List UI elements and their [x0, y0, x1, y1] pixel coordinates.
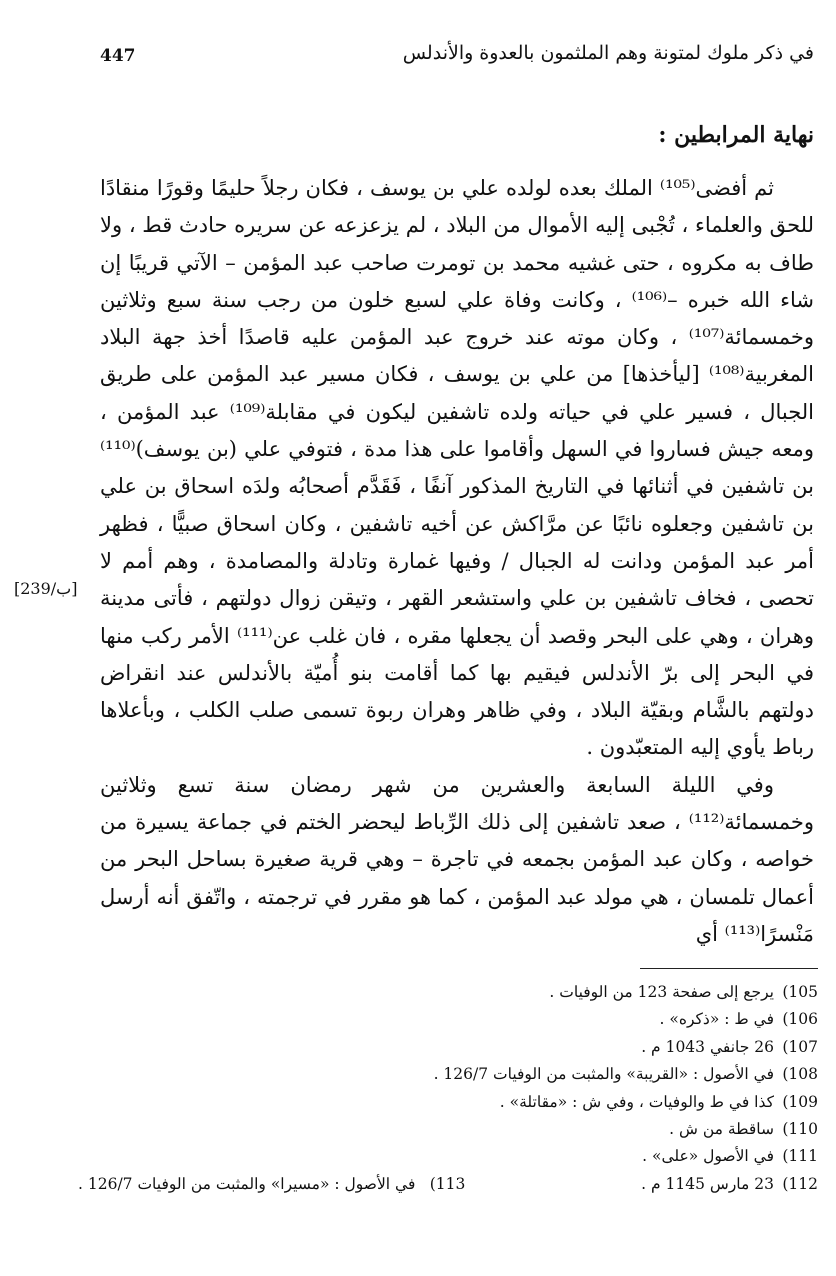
footnote-text: 26 جانفي 1043 م .: [641, 1037, 774, 1056]
footnote-item-113: [78, 1175, 465, 1193]
footnote-item: [78, 1120, 818, 1147]
footnote-text: في ط : «ذكره» .: [659, 1010, 774, 1029]
manuscript-folio-note: [239/ب]: [14, 579, 78, 598]
footnote-text: يرجع إلى صفحة 123 من الوفيات .: [549, 983, 774, 1001]
footnote-item: [78, 1147, 818, 1174]
footnote-number: (105: [782, 983, 818, 1001]
footnote-number: (111: [782, 1147, 818, 1166]
running-title: في ذكر ملوك لمتونة وهم الملثمون بالعدوة والأندلس: [402, 42, 814, 64]
footnote-item: [78, 983, 818, 1010]
footnote-item: [78, 1093, 818, 1120]
footnote-number: (110: [782, 1119, 818, 1138]
footnote-text: ساقطة من ش .: [669, 1119, 774, 1138]
footnote-number: (107: [782, 1037, 818, 1056]
body-text: [100, 170, 814, 953]
footnote-text: كذا في ط والوفيات ، وفي ش : «مقاتلة» .: [499, 1092, 774, 1111]
footnote-text: في الأصول : «القريبة» والمثبت من الوفيات 126/7 .: [433, 1065, 774, 1084]
page-number: 447: [100, 46, 136, 66]
footnote-item: [78, 1175, 818, 1202]
footnote-text: في الأصول «على» .: [642, 1147, 774, 1166]
footnote-separator: [640, 968, 818, 969]
footnote-number: (113: [429, 1174, 466, 1193]
footnote-number: (112: [782, 1174, 818, 1193]
footnote-item: [78, 1038, 818, 1065]
footnote-item: [78, 1065, 818, 1092]
paragraph-1: ثم أفضى⁽¹⁰⁵⁾ الملك بعده لولده علي بن يوسف ، فكان رجلاً حليمًا وقورًا منقادًا للحق والعلماء ، تُجْبى إليه الأموال من البلاد ، لم يزعزعه عن سريره حادث قط ، ولا طاف به مكروه ، حتى غشيه محمد بن تومرت صاحب عبد المؤمن – الآتي قريبًا إن شاء الله خبره –⁽¹⁰⁶⁾ ، وكانت وفاة علي لسبع خلون من رجب سنة سبع وثلاثين وخمسمائة⁽¹⁰⁷⁾ ، وكان موته عند خروج عبد المؤمن عليه قاصدًا أخذ جهة البلاد المغربية⁽¹⁰⁸⁾ [ليأخذها] من علي بن يوسف ، فكان مسير عبد المؤمن على طريق الجبال ، فسير علي في حياته ولده تاشفين ليكون في مقابلة⁽¹⁰⁹⁾ عبد المؤمن ، ومعه جيش فساروا في السهل وأقاموا على هذا مدة ، فتوفي علي (بن يوسف)⁽¹¹⁰⁾ بن تاشفين في أثنائها في التاريخ المذكور آنفًا ، فَقَدَّم أصحابُه ولدَه اسحاق بن علي بن تاشفين وجعلوه نائبًا عن مرَّاكش عن أخيه تاشفين ، وكان اسحاق صبيًّا ، فظهر أمر عبد المؤمن ودانت له الجبال / وفيها غمارة وتادلة والمصامدة ، وهم أمم لا تحصى ، فخاف تاشفين بن علي واستشعر القهر ، وتيقن زوال دولتهم ، فأتى مدينة وهران ، وهي على البحر وقصد أن يجعلها مقره ، فان غلب عن⁽¹¹¹⁾ الأمر ركب منها في البحر إلى برّ الأندلس فيقيم بها كما أقامت بنو أُميّة بالأندلس عند انقراض دولتهم بالشَّام وبقيّة البلاد ، وفي ظاهر وهران ربوة تسمى صلب الكلب ، وبأعلاها رباط يأوي إليه المتعبّدون .: [100, 176, 815, 760]
paragraph-2: وفي الليلة السابعة والعشرين من شهر رمضان سنة تسع وثلاثين وخمسمائة⁽¹¹²⁾ ، صعد تاشفين إلى ذلك الرِّباط ليحضر الختم في جماعة يسيرة من خواصه ، وكان عبد المؤمن بجمعه في تاجرة – وهي قرية صغيرة بساحل البحر من أعمال تلمسان ، هي مولد عبد المؤمن ، كما هو مقرر في ترجمته ، واتّفق أنه أرسل مَنْسرًا⁽¹¹³⁾ أي: [100, 772, 814, 946]
footnote-number: (109: [782, 1092, 818, 1111]
footnote-text: في الأصول : «مسيرا» والمثبت من الوفيات 126/7 .: [78, 1174, 416, 1193]
footnote-number: (108: [782, 1065, 818, 1084]
footnote-number: (106: [782, 1010, 818, 1029]
footnote-text: 23 مارس 1145 م .: [641, 1174, 774, 1193]
section-heading: نهاية المرابطين :: [658, 122, 814, 148]
footnotes: [78, 983, 818, 1202]
footnote-item: [78, 1010, 818, 1037]
